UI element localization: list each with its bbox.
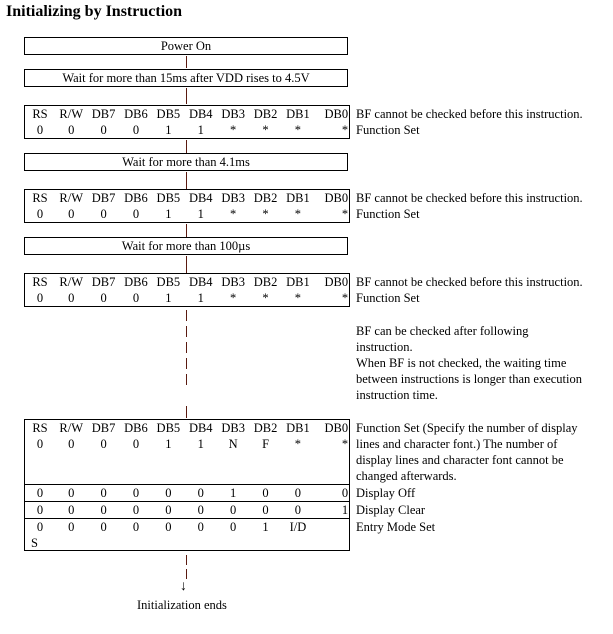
note-entry-mode-set: Entry Mode Set [356,520,436,534]
table-row-display-clear: 0 0 0 0 0 0 0 0 0 1 [25,501,349,518]
note-display-off: Display Off [356,486,416,500]
power-on-box: Power On [24,37,348,55]
connector-line [186,342,187,353]
header-row: RS R/W DB7 DB6 DB5 DB4 DB3 DB2 DB1 DB0 [32,421,349,435]
connector-line [186,406,187,418]
note-bf-cannot-2: BF cannot be checked before this instruction. [356,191,583,205]
note-bf-cannot-3: BF cannot be checked before this instruction. [356,275,583,289]
note-bf-can: BF can be checked after following instruction. When BF is not checked, the waiting time between instructions is longer than execution instruction time. [356,324,582,402]
function-set-table-2: RS R/W DB7 DB6 DB5 DB4 DB3 DB2 DB1 DB0 0 0 0 0 1 1 * * * * [24,189,350,223]
table-row-display-off: 0 0 0 0 0 0 1 0 0 0 [25,484,349,501]
function-set-table-1 [24,105,350,139]
connector-line [186,88,187,104]
end-label: Initialization ends [137,598,227,612]
connector-line [186,56,187,68]
wait-15ms-box: Wait for more than 15ms after VDD rises to 4.5V [24,69,348,87]
connector-line [186,224,187,237]
connector-line [186,555,187,565]
connector-line [186,569,187,579]
value-row: 0 0 0 0 1 1 * * * * [36,123,349,137]
arrow-down-icon: ↓ [180,579,187,594]
connector-line [186,358,187,369]
function-set-table-3: RS R/W DB7 DB6 DB5 DB4 DB3 DB2 DB1 DB0 0 0 0 0 1 1 * * * * [24,273,350,307]
final-instruction-table [24,419,350,551]
note-bf-cannot-1: BF cannot be checked before this instruction. [356,107,583,121]
connector-line [186,256,187,273]
connector-line [186,310,187,321]
note-function-set-final: Function Set (Specify the number of display lines and character font.) The number of display lines and character font cannot be changed afterwards. [356,421,578,483]
note-display-clear: Display Clear [356,503,426,517]
header-row: RS R/W DB7 DB6 DB5 DB4 DB3 DB2 DB1 DB0 [32,107,349,121]
connector-line [186,140,187,153]
note-function-set-1: Function Set [356,123,420,137]
table-row-function-set: 0 0 0 0 1 1 N F * * [36,437,349,451]
table-row-entry-mode: 0 0 0 0 0 0 0 1 I/D S [25,518,349,551]
connector-line [186,326,187,337]
wait-4ms-box: Wait for more than 4.1ms [24,153,348,171]
note-function-set-2: Function Set [356,207,420,221]
connector-line [186,374,187,385]
note-function-set-3: Function Set [356,291,420,305]
page-title: Initializing by Instruction [6,3,183,20]
connector-line [186,172,187,189]
wait-100us-box: Wait for more than 100µs [24,237,348,255]
